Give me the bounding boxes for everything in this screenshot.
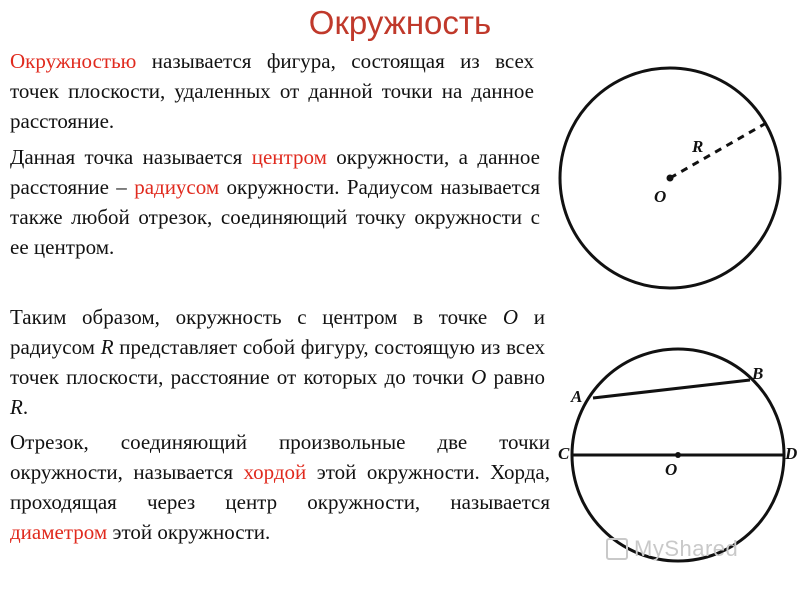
label-a: A xyxy=(571,387,583,406)
text-segment: Отрезок, соединяющий произвольные две точки окружности, называется xyxy=(10,430,550,484)
text-segment: окружности. Радиусом называется также любой отрезок, соединяющий точку окружности с ее центром. xyxy=(10,175,540,259)
text-segment: представляет собой фигуру, состоящую из всех точек плоскости, расстояние от которых до точки xyxy=(10,335,545,389)
symbol-r: R xyxy=(10,395,23,419)
label-r: R xyxy=(692,137,704,156)
label-o: O xyxy=(654,187,667,206)
symbol-r: R xyxy=(100,335,114,359)
text-segment: . xyxy=(22,395,29,419)
text-segment: и радиусом xyxy=(10,305,545,359)
term-center: центром xyxy=(251,145,327,169)
center-radius-paragraph xyxy=(10,142,540,262)
presentation-icon xyxy=(606,538,628,560)
circle-radius-figure xyxy=(550,60,790,300)
watermark-text: MyShared xyxy=(634,536,739,561)
text-segment: этой окружности. Хорда, проходящая через центр окружности, называется xyxy=(10,460,550,514)
text-segment: равно xyxy=(486,365,545,389)
text-segment: Таким образом, окружность с центром в точке xyxy=(10,305,503,329)
label-c: C xyxy=(558,444,570,463)
center-point xyxy=(675,452,681,458)
text-segment: окружности, а данное расстояние – xyxy=(10,145,540,199)
definition-text: называется фигура, состоящая из всех точек плоскости, удаленных от данной точки на данное расстояние. xyxy=(10,49,534,133)
watermark xyxy=(606,536,738,562)
label-o: O xyxy=(665,460,678,479)
label-d: D xyxy=(785,444,798,463)
term-circle: Окружностью xyxy=(10,49,137,73)
radius-dashed-line xyxy=(670,122,768,178)
center-point xyxy=(667,175,674,182)
term-radius: радиусом xyxy=(134,175,220,199)
summary-paragraph xyxy=(10,302,545,422)
text-segment: Данная точка называется xyxy=(10,145,252,169)
chord-diameter-paragraph xyxy=(10,427,550,547)
chord-ab xyxy=(593,380,750,398)
slide-title: Окружность xyxy=(308,4,492,41)
term-chord: хордой xyxy=(243,460,307,484)
text-segment: этой окружности. xyxy=(107,520,271,544)
symbol-o: O xyxy=(471,365,487,389)
symbol-o: O xyxy=(502,305,519,329)
definition-paragraph xyxy=(10,46,534,136)
term-diameter: диаметром xyxy=(10,520,108,544)
label-b: B xyxy=(752,364,764,383)
